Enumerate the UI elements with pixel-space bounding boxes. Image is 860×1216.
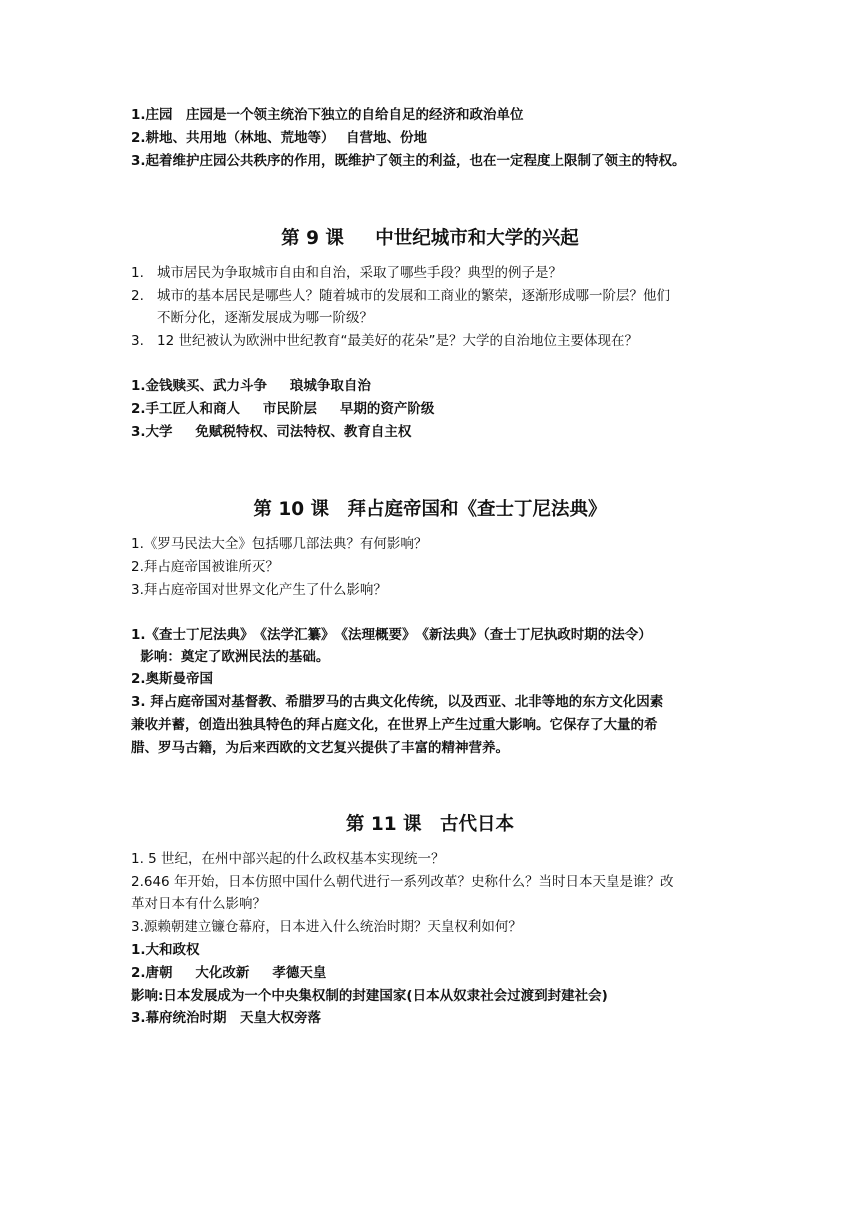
lesson-11-title: 第 11 课 古代日本 — [345, 814, 515, 835]
answer-line: 3.起着维护庄园公共秩序的作用，既维护了领主的利益，也在一定程度上限制了领主的特权。 — [131, 153, 686, 169]
answer-line: 1.《查士丁尼法典》 《法学汇纂》 《法理概要》 《新法典》（查士丁尼执政时期的法令） — [131, 627, 652, 643]
lesson-10-title: 第 10 课 拜占庭帝国和《查士丁尼法典》 — [253, 499, 607, 520]
answer-line: 1.金钱赎买、武力斗争 琅城争取自治 — [131, 378, 371, 394]
answer-line: 1.大和政权 — [131, 942, 200, 958]
question-text: 不断分化，逐渐发展成为哪一阶级？ — [157, 310, 373, 326]
question-number: 1. — [131, 265, 144, 281]
answer-line: 腊、罗马古籍，为后来西欧的文艺复兴提供了丰富的精神营养。 — [131, 740, 509, 756]
question-line: 3.源赖朝建立镰仓幕府，日本进入什么统治时期？天皇权利如何？ — [131, 919, 522, 935]
answer-line: 3.幕府统治时期 天皇大权旁落 — [131, 1010, 322, 1026]
answer-line: 3. 拜占庭帝国对基督教、希腊罗马的古典文化传统，以及西亚、北非等地的东方文化因素 — [131, 694, 664, 710]
answer-line: 3.大学 免赋税特权、司法特权、教育自主权 — [131, 424, 412, 440]
question-text: 12 世纪被认为欧洲中世纪教育“最美好的花朵”是？大学的自治地位主要体现在？ — [157, 333, 638, 349]
question-line: 革对日本有什么影响？ — [131, 896, 266, 912]
question-line: 3.拜占庭帝国对世界文化产生了什么影响？ — [131, 582, 387, 598]
answer-line: 影响：奠定了欧洲民法的基础。 — [131, 649, 330, 665]
answer-line: 2.手工匠人和商人 市民阶层 早期的资产阶级 — [131, 401, 435, 417]
answer-line: 2.奥斯曼帝国 — [131, 671, 214, 687]
answer-line: 1.庄园 庄园是一个领主统治下独立的自给自足的经济和政治单位 — [131, 107, 524, 123]
answer-line: 兼收并蓄，创造出独具特色的拜占庭文化，在世界上产生过重大影响。它保存了大量的希 — [131, 717, 658, 733]
question-text: 城市居民为争取城市自由和自治，采取了哪些手段？典型的例子是？ — [157, 265, 562, 281]
question-line: 1.《罗马民法大全》包括哪几部法典？有何影响？ — [131, 536, 428, 552]
question-line: 2.拜占庭帝国被谁所灭？ — [131, 559, 279, 575]
question-number: 3. — [131, 333, 144, 349]
answer-line: 影响:日本发展成为一个中央集权制的封建国家(日本从奴隶社会过渡到封建社会) — [131, 988, 608, 1004]
lesson-9-title: 第 9 课 中世纪城市和大学的兴起 — [281, 228, 579, 249]
answer-line: 2.唐朝 大化改新 孝德天皇 — [131, 965, 327, 981]
question-line: 1. 5 世纪，在州中部兴起的什么政权基本实现统一？ — [131, 851, 445, 867]
question-line: 2.646 年开始，日本仿照中国什么朝代进行一系列改革？史称什么？当时日本天皇是谁？改 — [131, 874, 674, 890]
question-number: 2. — [131, 288, 144, 304]
answer-line: 2.耕地、共用地（林地、荒地等） 自营地、份地 — [131, 130, 427, 146]
question-text: 城市的基本居民是哪些人？随着城市的发展和工商业的繁荣，逐渐形成哪一阶层？他们 — [157, 288, 670, 304]
